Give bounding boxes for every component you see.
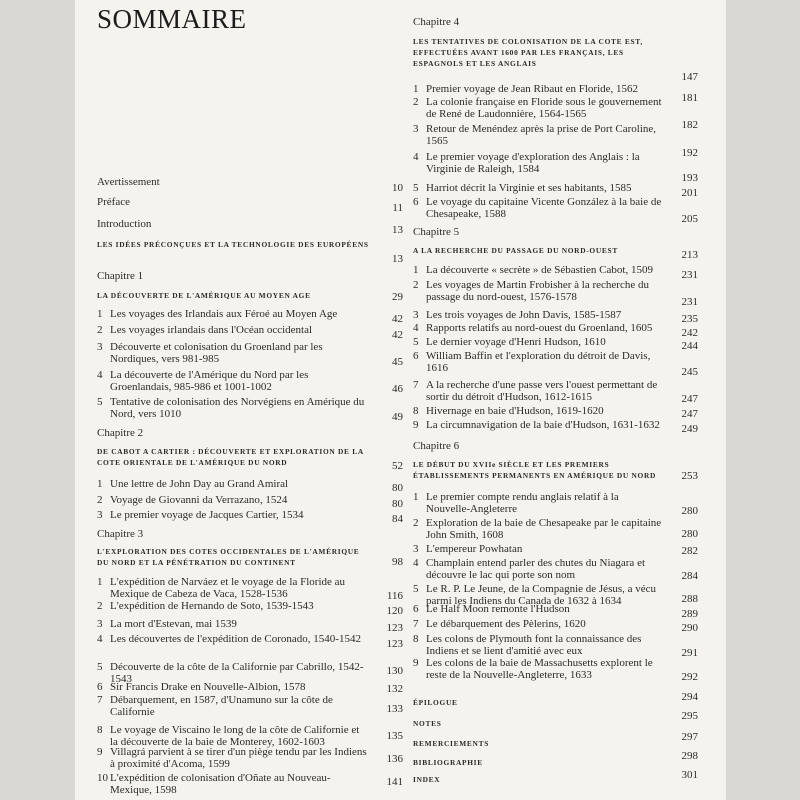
- entry-number: 8: [97, 724, 103, 736]
- page-number: 280: [681, 528, 698, 540]
- page-number: 253: [681, 470, 698, 482]
- page-number: 84: [392, 513, 403, 525]
- entry-number: 6: [413, 196, 419, 208]
- entry-title: L'empereur Powhatan: [426, 543, 523, 555]
- entry-title: Le Half Moon remonte l'Hudson: [426, 603, 570, 615]
- toc-entry: [413, 152, 698, 175]
- page-number: 213: [681, 249, 698, 261]
- entry-number: 2: [413, 279, 419, 291]
- entry-number: 2: [413, 96, 419, 108]
- entry-number: 4: [413, 557, 419, 569]
- page-number: 123: [386, 622, 403, 634]
- entry-number: 5: [97, 396, 103, 408]
- toc-entry: [413, 323, 698, 335]
- section-heading: [97, 446, 403, 468]
- toc-entry: [413, 558, 698, 581]
- entry-number: 5: [97, 661, 103, 673]
- entry-number: 9: [413, 657, 419, 669]
- page-number: 192: [681, 147, 698, 159]
- page-number: 201: [681, 187, 698, 199]
- page-number: 245: [681, 366, 698, 378]
- toc-entry: [97, 682, 403, 694]
- section-title: ÉPILOGUE: [413, 698, 458, 707]
- section-heading: [413, 459, 698, 481]
- page-number: 205: [681, 213, 698, 225]
- toc-entry: [97, 309, 403, 321]
- entry-number: 4: [97, 369, 103, 381]
- entry-number: 1: [413, 264, 419, 276]
- chapter-label: Chapitre 1: [97, 270, 144, 282]
- toc-entry: [97, 325, 403, 337]
- chapter-label: Chapitre 6: [413, 440, 460, 452]
- entry-number: 1: [413, 83, 419, 95]
- page-number: 133: [386, 703, 403, 715]
- toc-entry: [413, 310, 698, 322]
- section-title: L'EXPLORATION DES COTES OCCIDENTALES DE L'AMÉRIQUE DU NORD ET LA PÉNÉTRATION DU CONTINENT: [97, 547, 360, 567]
- entry-title: Débarquement, en 1587, d'Unamuno sur la côte de Californie: [110, 694, 333, 718]
- entry-number: 3: [97, 509, 103, 521]
- entry-title: Découverte de la côte de la Californie par Cabrillo, 1542-1543: [110, 661, 364, 685]
- page-number: 247: [681, 393, 698, 405]
- toc-entry: [413, 604, 698, 616]
- page-number: 116: [386, 590, 403, 602]
- toc-entry: [97, 342, 403, 365]
- toc-entry: [97, 510, 403, 522]
- toc-entry: [97, 773, 403, 796]
- entry-number: 2: [413, 517, 419, 529]
- entry-title: Champlain entend parler des chutes du Niagara et découvre le lac qui porte son nom: [426, 557, 646, 581]
- section-title: A LA RECHERCHE DU PASSAGE DU NORD-OUEST: [413, 246, 618, 255]
- section-heading: [97, 239, 403, 250]
- entry-title: Découverte et colonisation du Groenland par les Nordiques, vers 981-985: [110, 341, 323, 365]
- page-number: 13: [392, 224, 403, 236]
- toc-entry: [413, 406, 698, 418]
- page-number: 231: [681, 269, 698, 281]
- section-title: INDEX: [413, 775, 441, 784]
- page-number: 13: [392, 253, 403, 265]
- page-number: 244: [681, 340, 698, 352]
- entry-title: Le débarquement des Pèlerins, 1620: [426, 618, 586, 630]
- entry-number: 9: [97, 746, 103, 758]
- toc-entry: [97, 495, 403, 507]
- page-number: 10: [392, 182, 403, 194]
- page-number: 130: [386, 665, 403, 677]
- toc-entry: [97, 601, 403, 613]
- section-title: Introduction: [97, 218, 152, 230]
- page-number: 288: [681, 593, 698, 605]
- entry-title: La découverte de l'Amérique du Nord par les Groenlandais, 985-986 et 1001-1002: [110, 369, 309, 393]
- section-heading: [413, 738, 698, 749]
- page-number: 242: [681, 327, 698, 339]
- section-title: LES IDÉES PRÉCONÇUES ET LA TECHNOLOGIE DES EUROPÉENS: [97, 240, 369, 249]
- entry-number: 2: [97, 600, 103, 612]
- entry-title: La découverte « secrète » de Sébastien Cabot, 1509: [426, 264, 653, 276]
- entry-title: La mort d'Estevan, mai 1539: [110, 618, 237, 630]
- toc-entry: [413, 84, 698, 96]
- entry-number: 4: [413, 151, 419, 163]
- entry-number: 4: [97, 633, 103, 645]
- entry-number: 3: [413, 123, 419, 135]
- entry-number: 4: [413, 322, 419, 334]
- toc-entry: [97, 619, 403, 631]
- chapter-heading: [97, 271, 403, 283]
- entry-title: Les voyages des Irlandais aux Féroé au Moyen Age: [110, 308, 338, 320]
- section-heading: [413, 36, 698, 69]
- entry-number: 3: [413, 309, 419, 321]
- entry-number: 1: [97, 478, 103, 490]
- entry-title: A la recherche d'une passe vers l'ouest permettant de sortir du détroit d'Hudson, 1612-1615: [426, 379, 658, 403]
- page-number: 295: [681, 710, 698, 722]
- page-number: 297: [681, 731, 698, 743]
- page-number: 42: [392, 329, 403, 341]
- toc-entry: [97, 695, 403, 718]
- toc-entry: [413, 492, 698, 515]
- page-number: 298: [681, 750, 698, 762]
- page-number: 52: [392, 460, 403, 472]
- toc-entry: [413, 658, 698, 681]
- toc-entry: [97, 370, 403, 393]
- page-number: 231: [681, 296, 698, 308]
- toc-entry: [413, 518, 698, 541]
- entry-title: Le premier compte rendu anglais relatif à la Nouvelle-Angleterre: [426, 491, 619, 515]
- toc-entry: [413, 380, 698, 403]
- page-number: 120: [386, 605, 403, 617]
- entry-title: Villagrá parvient à se tirer d'un piège tendu par les Indiens à proximité d'Acoma, 1599: [110, 746, 367, 770]
- entry-number: 10: [97, 772, 108, 784]
- entry-number: 2: [97, 494, 103, 506]
- toc-entry: [413, 97, 698, 120]
- section-title: DE CABOT A CARTIER : DÉCOUVERTE ET EXPLORATION DE LA COTE ORIENTALE DE L'AMÉRIQUE DU NORD: [97, 447, 364, 467]
- section-title: LA DÉCOUVERTE DE L'AMÉRIQUE AU MOYEN AGE: [97, 291, 311, 300]
- entry-number: 5: [413, 182, 419, 194]
- chapter-label: Chapitre 4: [413, 16, 460, 28]
- entry-number: 3: [413, 543, 419, 555]
- section-title: REMERCIEMENTS: [413, 739, 490, 748]
- entry-number: 1: [97, 308, 103, 320]
- entry-number: 7: [413, 618, 419, 630]
- entry-title: Harriot décrit la Virginie et ses habitants, 1585: [426, 182, 632, 194]
- entry-title: Les découvertes de l'expédition de Coronado, 1540-1542: [110, 633, 361, 645]
- entry-title: William Baffin et l'exploration du détroit de Davis, 1616: [426, 350, 651, 374]
- section-title: BIBLIOGRAPHIE: [413, 758, 483, 767]
- toc-entry: [413, 619, 698, 631]
- page-number: 282: [681, 545, 698, 557]
- entry-number: 8: [413, 633, 419, 645]
- entry-number: 1: [413, 491, 419, 503]
- page-number: 29: [392, 291, 403, 303]
- entry-number: 5: [413, 336, 419, 348]
- entry-title: Les voyages de Martin Frobisher à la recherche du passage du nord-ouest, 1576-1578: [426, 279, 649, 303]
- page-number: 136: [386, 753, 403, 765]
- toc-entry: [97, 197, 403, 209]
- toc-entry: [413, 351, 698, 374]
- page-number: 135: [386, 730, 403, 742]
- section-title: LE DÉBUT DU XVIIe SIÈCLE ET LES PREMIERS ÉTABLISSEMENTS PERMANENTS EN AMÉRIQUE DU NORD: [413, 460, 657, 480]
- entry-title: Les trois voyages de John Davis, 1585-1587: [426, 309, 622, 321]
- page-number: 123: [386, 638, 403, 650]
- page-number: 291: [681, 647, 698, 659]
- entry-title: Une lettre de John Day au Grand Amiral: [110, 478, 289, 490]
- entry-title: L'expédition de Hernando de Soto, 1539-1543: [110, 600, 314, 612]
- chapter-label: Chapitre 3: [97, 528, 144, 540]
- page-title: SOMMAIRE: [97, 4, 247, 34]
- entry-number: 3: [97, 618, 103, 630]
- chapter-heading: [97, 428, 403, 440]
- page-number: 49: [392, 411, 403, 423]
- chapter-heading: [413, 17, 698, 29]
- page-number: 280: [681, 505, 698, 517]
- toc-entry: [97, 479, 403, 491]
- page-number: 294: [681, 691, 698, 703]
- page-number: 247: [681, 408, 698, 420]
- entry-title: Retour de Menéndez après la prise de Port Caroline, 1565: [426, 123, 657, 147]
- entry-title: L'expédition de colonisation d'Oñate au Nouveau-Mexique, 1598: [110, 772, 331, 796]
- entry-title: Les colons de Plymouth font la connaissance des Indiens et se lient d'amitié avec eux: [426, 633, 642, 657]
- toc-entry: [413, 183, 698, 195]
- page-number: 249: [681, 423, 698, 435]
- chapter-heading: [97, 529, 403, 541]
- page-number: 11: [392, 202, 403, 214]
- entry-number: 2: [97, 324, 103, 336]
- entry-number: 5: [413, 583, 419, 595]
- toc-entry: [413, 337, 698, 349]
- toc-entry: [97, 634, 403, 646]
- toc-entry: [413, 124, 698, 147]
- entry-title: Tentative de colonisation des Norvégiens en Amérique du Nord, vers 1010: [110, 396, 365, 420]
- section-heading: [413, 757, 698, 768]
- entry-title: Rapports relatifs au nord-ouest du Groenland, 1605: [426, 322, 653, 334]
- chapter-label: Chapitre 5: [413, 226, 460, 238]
- entry-number: 6: [413, 603, 419, 615]
- entry-number: 9: [413, 419, 419, 431]
- page-number: 147: [681, 71, 698, 83]
- toc-entry: [97, 219, 403, 231]
- page-number: 289: [681, 608, 698, 620]
- toc-entry: [97, 177, 403, 189]
- entry-number: 6: [413, 350, 419, 362]
- page-number: 45: [392, 356, 403, 368]
- page-number: 292: [681, 671, 698, 683]
- entry-title: Sir Francis Drake en Nouvelle-Albion, 1578: [110, 681, 306, 693]
- toc-entry: [97, 747, 403, 770]
- page-number: 193: [681, 172, 698, 184]
- entry-title: Les voyages irlandais dans l'Océan occidental: [110, 324, 313, 336]
- toc-entry: [413, 280, 698, 303]
- chapter-label: Chapitre 2: [97, 427, 144, 439]
- section-title: NOTES: [413, 719, 442, 728]
- page-number: 284: [681, 570, 698, 582]
- section-heading: [97, 290, 403, 301]
- toc-entry: [413, 265, 698, 277]
- toc-entry: [97, 725, 403, 748]
- entry-number: 6: [97, 681, 103, 693]
- page-number: 42: [392, 313, 403, 325]
- entry-title: Le voyage de Viscaino le long de la côte de Californie et la découverte de la baie de Monterey, 1602-1603: [110, 724, 360, 748]
- entry-title: La circumnavigation de la baie d'Hudson, 1631-1632: [426, 419, 660, 431]
- page-number: 132: [386, 683, 403, 695]
- section-heading: [413, 697, 698, 708]
- page-number: 80: [392, 498, 403, 510]
- section-title: Avertissement: [97, 176, 160, 188]
- entry-number: 8: [413, 405, 419, 417]
- section-title: LES TENTATIVES DE COLONISATION DE LA COTE EST, EFFECTUÉES AVANT 1600 PAR LES FRANÇAIS, LES ESPAGNOLS ET LES ANGLAIS: [413, 37, 643, 68]
- page-number: 182: [681, 119, 698, 131]
- entry-number: 7: [97, 694, 103, 706]
- entry-number: 3: [97, 341, 103, 353]
- entry-title: Le dernier voyage d'Henri Hudson, 1610: [426, 336, 606, 348]
- section-heading: [413, 245, 698, 256]
- entry-title: Exploration de la baie de Chesapeake par le capitaine John Smith, 1608: [426, 517, 662, 541]
- toc-entry: [413, 634, 698, 657]
- entry-title: Le premier voyage de Jacques Cartier, 1534: [110, 509, 304, 521]
- entry-title: Hivernage en baie d'Hudson, 1619-1620: [426, 405, 604, 417]
- section-heading: [413, 718, 698, 729]
- entry-title: L'expédition de Narváez et le voyage de la Floride au Mexique de Cabeza de Vaca, 1528-1536: [110, 576, 346, 600]
- entry-number: 1: [97, 576, 103, 588]
- section-title: Préface: [97, 196, 130, 208]
- entry-number: 7: [413, 379, 419, 391]
- section-heading: [97, 546, 403, 568]
- page-number: 301: [681, 769, 698, 781]
- chapter-heading: [413, 227, 698, 239]
- entry-title: Premier voyage de Jean Ribaut en Floride, 1562: [426, 83, 639, 95]
- entry-title: La colonie française en Floride sous le gouvernement de René de Laudonnière, 1564-1565: [426, 96, 662, 120]
- entry-title: Voyage de Giovanni da Verrazano, 1524: [110, 494, 288, 506]
- toc-entry: [413, 544, 698, 556]
- entry-title: Le premier voyage d'exploration des Anglais : la Virginie de Raleigh, 1584: [426, 151, 640, 175]
- chapter-heading: [413, 441, 698, 453]
- toc-entry: [97, 397, 403, 420]
- toc-entry: [97, 577, 403, 600]
- entry-title: Le R. P. Le Jeune, de la Compagnie de Jésus, a vécu parmi les Indiens du Canada de 1632 à 1634: [426, 583, 657, 607]
- page-number: 141: [386, 776, 403, 788]
- page-number: 290: [681, 622, 698, 634]
- toc-entry: [413, 420, 698, 432]
- page-number: 46: [392, 383, 403, 395]
- page-number: 181: [681, 92, 698, 104]
- toc-entry: [413, 197, 698, 220]
- page-number: 235: [681, 313, 698, 325]
- section-heading: [413, 774, 698, 785]
- entry-title: Le voyage du capitaine Vicente González à la baie de Chesapeake, 1588: [426, 196, 662, 220]
- entry-title: Les colons de la baie de Massachusetts explorent le reste de la Nouvelle-Angleterre, 1633: [426, 657, 653, 681]
- page-number: 80: [392, 482, 403, 494]
- page-number: 98: [392, 556, 403, 568]
